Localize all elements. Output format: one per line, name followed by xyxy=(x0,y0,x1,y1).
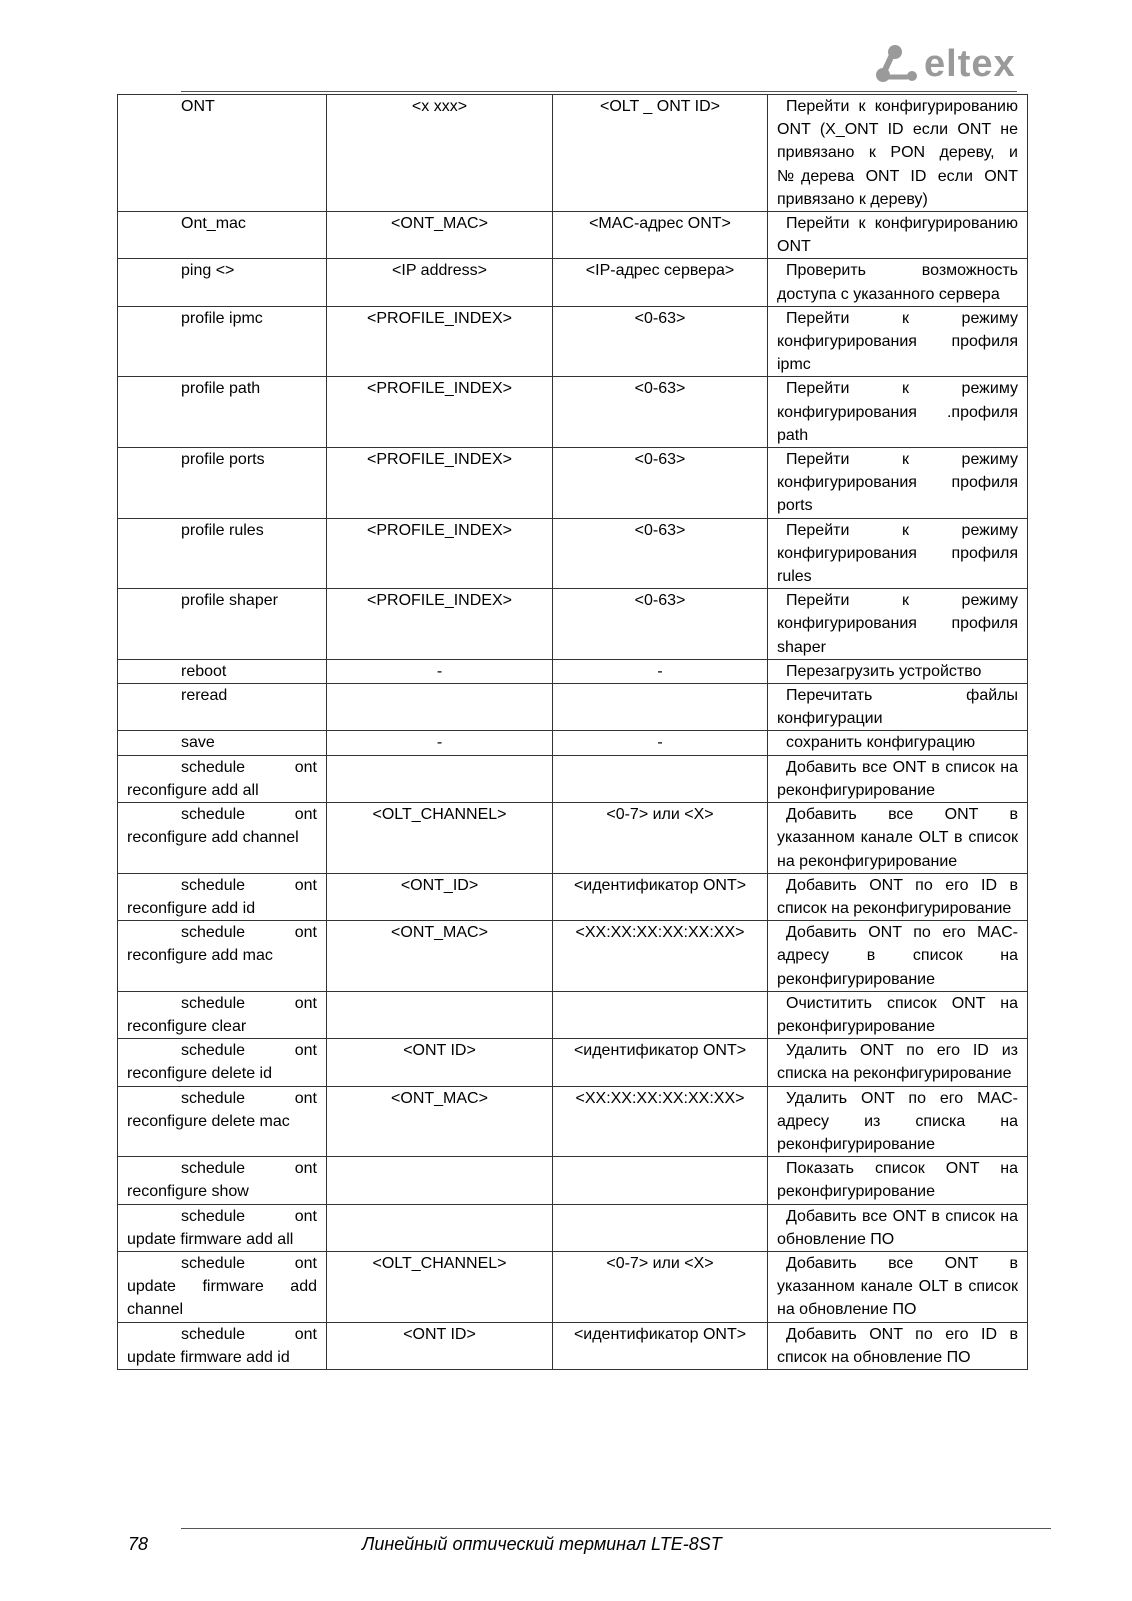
parameter-cell: <ONT_MAC> xyxy=(327,921,553,992)
value-cell: <0-63> xyxy=(553,589,768,660)
table-row xyxy=(118,1322,1028,1369)
table-row xyxy=(118,1157,1028,1204)
description-cell: Добавить ONT по его ID в список на реконфигурирование xyxy=(768,873,1028,920)
value-cell: <0-63> xyxy=(553,377,768,448)
command-cell: profile shaper xyxy=(118,589,327,660)
parameter-cell: <OLT_CHANNEL> xyxy=(327,1251,553,1322)
parameter-cell: <ONT_MAC> xyxy=(327,1086,553,1157)
command-cell: schedule ont reconfigure add id xyxy=(118,873,327,920)
description-cell: сохранить конфигурацию xyxy=(768,731,1028,755)
value-cell: <0-7> или <X> xyxy=(553,1251,768,1322)
description-cell: Добавить все ONT в указанном канале OLT в список на реконфигурирование xyxy=(768,803,1028,874)
parameter-cell: <PROFILE_INDEX> xyxy=(327,306,553,377)
command-cell: profile path xyxy=(118,377,327,448)
value-cell: <IP-адрес сервера> xyxy=(553,259,768,306)
parameter-cell xyxy=(327,1204,553,1251)
command-cell: profile rules xyxy=(118,518,327,589)
command-cell: schedule ont reconfigure add all xyxy=(118,755,327,802)
value-cell xyxy=(553,684,768,731)
value-cell xyxy=(553,1157,768,1204)
parameter-cell xyxy=(327,991,553,1038)
table-row xyxy=(118,803,1028,874)
command-cell: ping <> xyxy=(118,259,327,306)
parameter-cell: <ONT_ID> xyxy=(327,873,553,920)
description-cell: Перезагрузить устройство xyxy=(768,659,1028,683)
value-cell: - xyxy=(553,731,768,755)
table-row xyxy=(118,448,1028,519)
footer-rule xyxy=(181,1528,1051,1529)
description-cell: Перечитать файлы конфигурации xyxy=(768,684,1028,731)
table-row xyxy=(118,306,1028,377)
table-row xyxy=(118,731,1028,755)
description-cell: Добавить все ONT в список на реконфигурирование xyxy=(768,755,1028,802)
table-row xyxy=(118,1086,1028,1157)
description-cell: Перейти к конфигурированию ONT xyxy=(768,212,1028,259)
footer-document-title: Линейный оптический терминал LTE-8ST xyxy=(362,1534,722,1554)
command-cell: schedule ont update firmware add channel xyxy=(118,1251,327,1322)
table-row xyxy=(118,259,1028,306)
command-cell: profile ipmc xyxy=(118,306,327,377)
parameter-cell: <ONT ID> xyxy=(327,1322,553,1369)
command-cell: schedule ont update firmware add all xyxy=(118,1204,327,1251)
table-row xyxy=(118,1039,1028,1086)
description-cell: Перейти к режиму конфигурирования профиля shaper xyxy=(768,589,1028,660)
value-cell xyxy=(553,755,768,802)
parameter-cell: <PROFILE_INDEX> xyxy=(327,448,553,519)
value-cell: <идентификатор ONT> xyxy=(553,1322,768,1369)
description-cell: Показать список ONT на реконфигурирование xyxy=(768,1157,1028,1204)
command-cell: save xyxy=(118,731,327,755)
eltex-logo-mark-icon xyxy=(874,43,924,85)
logo-wordmark: eltex xyxy=(924,43,1016,85)
value-cell: <0-63> xyxy=(553,518,768,589)
parameter-cell xyxy=(327,1157,553,1204)
description-cell: Добавить все ONT в указанном канале OLT в список на обновление ПО xyxy=(768,1251,1028,1322)
table-row xyxy=(118,684,1028,731)
value-cell: <0-63> xyxy=(553,306,768,377)
parameter-cell: <x xxx> xyxy=(327,95,553,212)
table-row xyxy=(118,518,1028,589)
header-rule xyxy=(181,91,1017,92)
value-cell xyxy=(553,1204,768,1251)
value-cell: <XX:XX:XX:XX:XX:XX> xyxy=(553,921,768,992)
value-cell: <0-63> xyxy=(553,448,768,519)
description-cell: Добавить все ONT в список на обновление ПО xyxy=(768,1204,1028,1251)
table-row xyxy=(118,755,1028,802)
description-cell: Проверить возможность доступа с указанного сервера xyxy=(768,259,1028,306)
command-cell: schedule ont reconfigure add channel xyxy=(118,803,327,874)
command-cell: reboot xyxy=(118,659,327,683)
command-cell: schedule ont reconfigure delete id xyxy=(118,1039,327,1086)
parameter-cell: - xyxy=(327,659,553,683)
command-cell: ONT xyxy=(118,95,327,212)
value-cell: <идентификатор ONT> xyxy=(553,1039,768,1086)
table-row xyxy=(118,873,1028,920)
table-row xyxy=(118,95,1028,212)
parameter-cell: <PROFILE_INDEX> xyxy=(327,518,553,589)
description-cell: Перейти к режиму конфигурирования профиля ipmc xyxy=(768,306,1028,377)
description-cell: Добавить ONT по его ID в список на обновление ПО xyxy=(768,1322,1028,1369)
command-table xyxy=(117,94,1028,1370)
description-cell: Удалить ONT по его MAC-адресу из списка на реконфигурирование xyxy=(768,1086,1028,1157)
parameter-cell: <PROFILE_INDEX> xyxy=(327,377,553,448)
table-row xyxy=(118,1204,1028,1251)
command-cell: profile ports xyxy=(118,448,327,519)
description-cell: Добавить ONT по его MAC-адресу в список на реконфигурирование xyxy=(768,921,1028,992)
table-row xyxy=(118,991,1028,1038)
description-cell: Очиститить список ONT на реконфигурирование xyxy=(768,991,1028,1038)
value-cell: <идентификатор ONT> xyxy=(553,873,768,920)
table-row xyxy=(118,921,1028,992)
value-cell: <OLT _ ONT ID> xyxy=(553,95,768,212)
description-cell: Удалить ONT по его ID из списка на реконфигурирование xyxy=(768,1039,1028,1086)
value-cell: <0-7> или <X> xyxy=(553,803,768,874)
parameter-cell: - xyxy=(327,731,553,755)
description-cell: Перейти к режиму конфигурирования .профиля path xyxy=(768,377,1028,448)
parameter-cell xyxy=(327,684,553,731)
command-cell: schedule ont reconfigure clear xyxy=(118,991,327,1038)
table-row xyxy=(118,212,1028,259)
value-cell: <MAC-адрес ONT> xyxy=(553,212,768,259)
description-cell: Перейти к режиму конфигурирования профиля ports xyxy=(768,448,1028,519)
table-row xyxy=(118,659,1028,683)
command-cell: reread xyxy=(118,684,327,731)
command-cell: Ont_mac xyxy=(118,212,327,259)
description-cell: Перейти к режиму конфигурирования профиля rules xyxy=(768,518,1028,589)
command-cell: schedule ont reconfigure add mac xyxy=(118,921,327,992)
parameter-cell: <ONT_MAC> xyxy=(327,212,553,259)
page-number: 78 xyxy=(128,1534,149,1554)
value-cell: - xyxy=(553,659,768,683)
table-row xyxy=(118,377,1028,448)
value-cell: <XX:XX:XX:XX:XX:XX> xyxy=(553,1086,768,1157)
parameter-cell: <ONT ID> xyxy=(327,1039,553,1086)
command-cell: schedule ont reconfigure show xyxy=(118,1157,327,1204)
parameter-cell: <OLT_CHANNEL> xyxy=(327,803,553,874)
parameter-cell xyxy=(327,755,553,802)
table-row xyxy=(118,589,1028,660)
command-cell: schedule ont reconfigure delete mac xyxy=(118,1086,327,1157)
table-row xyxy=(118,1251,1028,1322)
parameter-cell: <IP address> xyxy=(327,259,553,306)
parameter-cell: <PROFILE_INDEX> xyxy=(327,589,553,660)
eltex-logo xyxy=(874,43,1044,85)
description-cell: Перейти к конфигурированию ONT (X_ONT ID если ONT не привязано к PON дереву, и №дерева ONT ID если ONT привязано к дереву) xyxy=(768,95,1028,212)
value-cell xyxy=(553,991,768,1038)
command-cell: schedule ont update firmware add id xyxy=(118,1322,327,1369)
